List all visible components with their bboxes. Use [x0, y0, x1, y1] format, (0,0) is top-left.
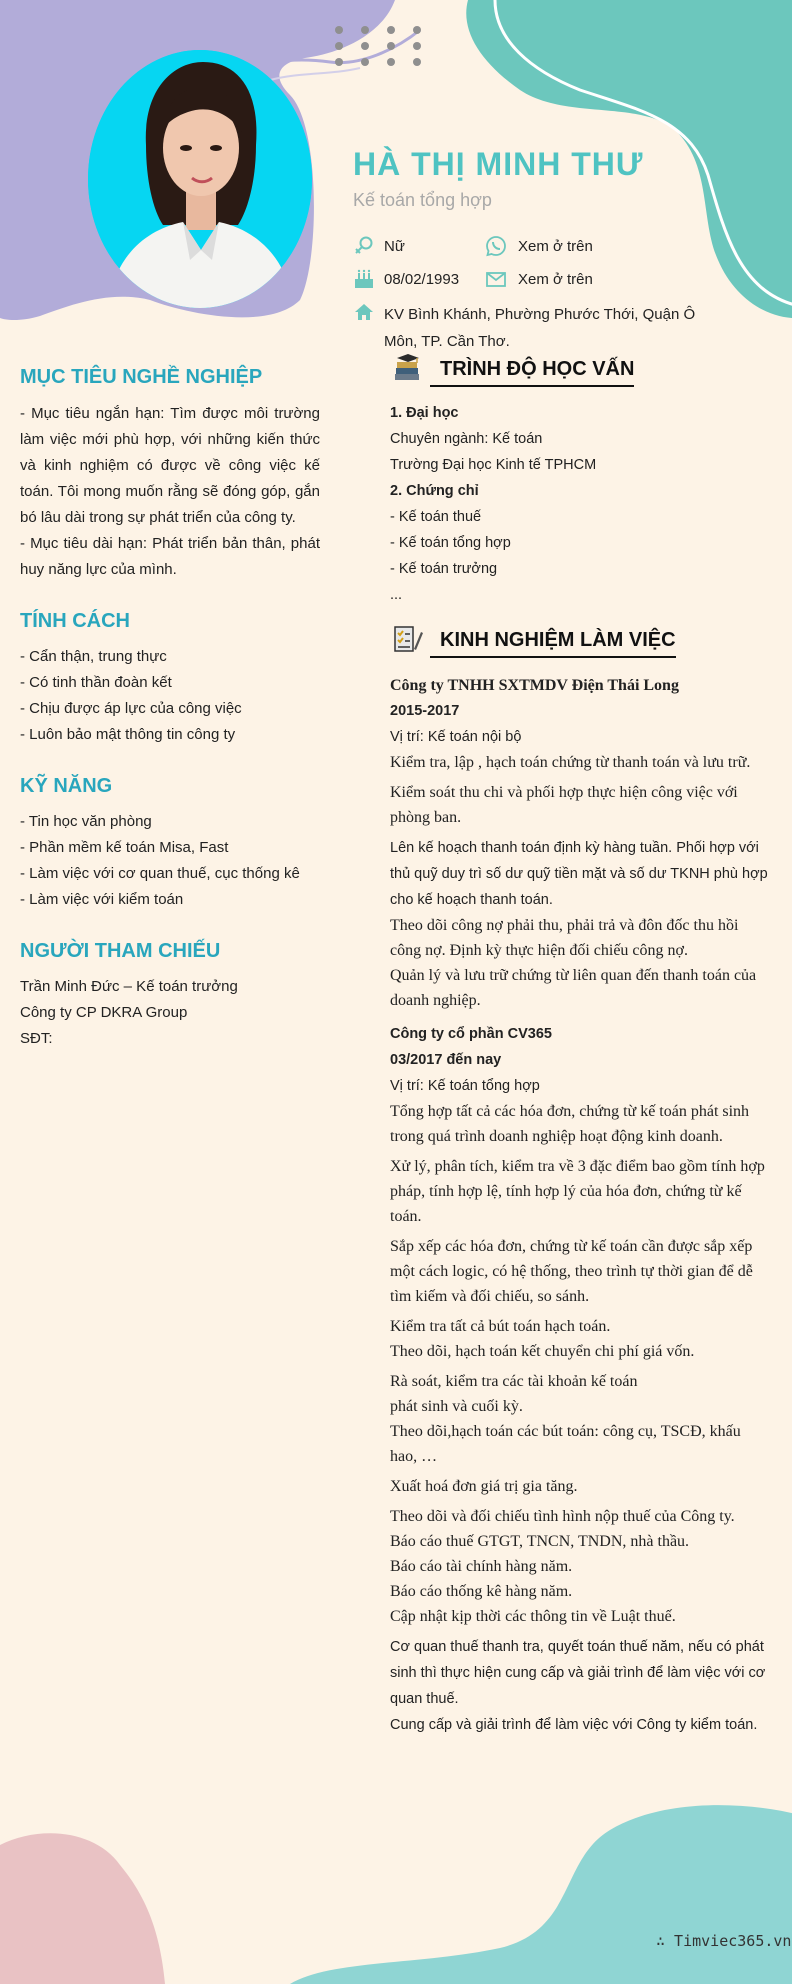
section-title-references: NGƯỜI THAM CHIẾU: [20, 940, 221, 962]
references-section: [20, 940, 320, 1052]
section-title-personality: TÍNH CÁCH: [20, 610, 130, 632]
envelope-icon: [485, 268, 507, 290]
job1-period: 2015-2017: [390, 703, 460, 719]
profile-photo: [88, 50, 312, 308]
home-icon: [353, 301, 375, 323]
job2-duty: Sắp xếp các hóa đơn, chứng từ kế toán cần được sắp xếp một cách logic, có hệ thống, theo trình tự thời gian để dễ tìm kiếm và đối chiếu, so sánh.: [390, 1238, 753, 1305]
list-item: ...: [390, 587, 403, 603]
job2-duty: Cơ quan thuế thanh tra, quyết toán thuế năm, nếu có phát sinh thì thực hiện cung cấp và giải trình để làm việc với cơ quan thuế.: [390, 1639, 766, 1707]
job2-duty: Xuất hoá đơn giá trị gia tăng.: [390, 1478, 578, 1495]
job2-duty: Cung cấp và giải trình để làm việc với Công ty kiểm toán.: [390, 1717, 758, 1733]
job-title: Kế toán tổng hợp: [353, 190, 492, 210]
experience-underline: [430, 656, 676, 658]
job1-duty: Theo dõi công nợ phải thu, phải trả và đôn đốc thu hồi công nợ. Định kỳ thực hiện đối chiếu công nợ.: [390, 917, 739, 959]
female-symbol-icon: [353, 235, 375, 257]
experience-content: [390, 673, 770, 1738]
list-item: Công ty CP DKRA Group: [20, 1004, 188, 1021]
experience-heading: [392, 629, 676, 652]
career-goal-text: [20, 401, 320, 583]
list-item: - Chịu được áp lực của công việc: [20, 700, 242, 717]
job1-position: Vị trí: Kế toán nội bộ: [390, 729, 522, 745]
job1-duty: Lên kế hoạch thanh toán định kỳ hàng tuần. Phối hợp với thủ quỹ duy trì số dư quỹ tiền mặt và số dư TKNH phù hợp cho kế hoạch thanh toán.: [390, 840, 768, 908]
portrait-illustration: [88, 50, 312, 308]
job1-company: Công ty TNHH SXTMDV Điện Thái Long: [390, 677, 679, 694]
job2-duty: Rà soát, kiểm tra các tài khoản kế toán: [390, 1373, 638, 1390]
page-edge: [792, 0, 800, 1984]
job2-duty: Báo cáo thuế GTGT, TNCN, TNDN, nhà thầu.: [390, 1533, 690, 1550]
job2-duty: Tổng hợp tất cả các hóa đơn, chứng từ kế toán phát sinh trong quá trình doanh nghiệp hoạt động kinh doanh.: [390, 1103, 750, 1145]
education-cert-heading: 2. Chứng chỉ: [390, 483, 479, 499]
phone-value: Xem ở trên: [518, 238, 593, 255]
job2-duty: Theo dõi, hạch toán kết chuyển chi phí giá vốn.: [390, 1343, 695, 1360]
list-item: - Cẩn thận, trung thực: [20, 648, 167, 665]
section-title-skills: KỸ NĂNG: [20, 775, 113, 797]
education-heading: [392, 358, 634, 381]
list-item: - Kế toán trưởng: [390, 561, 498, 577]
section-title-career-goal: MỤC TIÊU NGHỀ NGHIỆP: [20, 366, 263, 388]
list-item: - Phần mềm kế toán Misa, Fast: [20, 839, 229, 856]
birthday-cake-icon: [353, 268, 375, 290]
job1-duty: Quản lý và lưu trữ chứng từ liên quan đến thanh toán của doanh nghiệp.: [390, 967, 757, 1009]
education-school: Trường Đại học Kinh tế TPHCM: [390, 457, 597, 473]
full-name: HÀ THỊ MINH THƯ: [353, 146, 644, 182]
email-value: Xem ở trên: [518, 271, 593, 288]
job1-duty: Kiểm soát thu chi và phối hợp thực hiện công việc với phòng ban.: [390, 784, 738, 826]
career-goal-section: [20, 366, 320, 583]
list-item: - Làm việc với cơ quan thuế, cục thống kê: [20, 865, 300, 882]
education-content: [390, 400, 770, 608]
birthdate-value: 08/02/1993: [384, 271, 460, 288]
list-item: Trần Minh Đức – Kế toán trưởng: [20, 978, 238, 995]
checklist-icon: [392, 623, 424, 655]
job2-duty: Xử lý, phân tích, kiểm tra về 3 đặc điểm bao gồm tính hợp pháp, tính hợp lệ, tính hợp lý của hóa đơn, chứng từ kế toán.: [390, 1158, 765, 1225]
job2-position: Vị trí: Kế toán tổng hợp: [390, 1078, 540, 1094]
career-goal-long-term: - Mục tiêu dài hạn: Phát triển bản thân, phát huy năng lực của mình.: [20, 535, 320, 578]
list-item: - Kế toán tổng hợp: [390, 535, 511, 551]
education-major: Chuyên ngành: Kế toán: [390, 431, 543, 447]
section-title-experience: KINH NGHIỆM LÀM VIỆC: [440, 629, 676, 651]
list-item: - Có tinh thần đoàn kết: [20, 674, 172, 691]
job2-company: Công ty cổ phần CV365: [390, 1026, 552, 1042]
section-title-education: TRÌNH ĐỘ HỌC VẤN: [440, 358, 635, 380]
gender-value: Nữ: [384, 238, 405, 255]
list-item: SĐT:: [20, 1030, 53, 1047]
list-item: - Tin học văn phòng: [20, 813, 152, 830]
list-item: - Luôn bảo mật thông tin công ty: [20, 726, 236, 743]
list-item: - Làm việc với kiểm toán: [20, 891, 184, 908]
job2-duty: Báo cáo tài chính hàng năm.: [390, 1558, 573, 1575]
job2-duty: Kiểm tra tất cả bút toán hạch toán.: [390, 1318, 611, 1335]
job2-duty: Báo cáo thống kê hàng năm.: [390, 1583, 573, 1600]
personality-section: [20, 610, 320, 748]
references-list: [20, 974, 320, 1052]
job1-duty: Kiểm tra, lập , hạch toán chứng từ thanh toán và lưu trữ.: [390, 754, 751, 771]
graduation-books-icon: [392, 352, 424, 384]
personality-list: [20, 644, 320, 748]
job2-duty: Theo dõi và đối chiếu tình hình nộp thuế của Công ty.: [390, 1508, 735, 1525]
job2-duty: Cập nhật kịp thời các thông tin về Luật thuế.: [390, 1608, 676, 1625]
list-item: - Kế toán thuế: [390, 509, 482, 525]
job2-duty: phát sinh và cuối kỳ.: [390, 1398, 523, 1415]
whatsapp-phone-icon: [485, 235, 507, 257]
skills-section: [20, 775, 320, 913]
job2-period: 03/2017 đến nay: [390, 1052, 502, 1068]
skills-list: [20, 809, 320, 913]
education-underline: [430, 385, 634, 387]
education-degree-heading: 1. Đại học: [390, 405, 459, 421]
address-value: KV Bình Khánh, Phường Phước Thới, Quận Ô Môn, TP. Cần Thơ.: [384, 306, 696, 350]
job2-duty: Theo dõi,hạch toán các bút toán: công cụ, TSCĐ, khấu hao, …: [390, 1423, 741, 1465]
career-goal-short-term: - Mục tiêu ngắn hạn: Tìm được môi trường làm việc mới phù hợp, với những kiến thức và kinh nghiệm có được về công việc kế toán. Tôi mong muốn rằng sẽ đóng góp, gắn bó lâu dài trong sự phát triển của công ty.: [20, 405, 320, 526]
footer-brand: ∴ Timviec365.vn: [656, 1932, 792, 1950]
